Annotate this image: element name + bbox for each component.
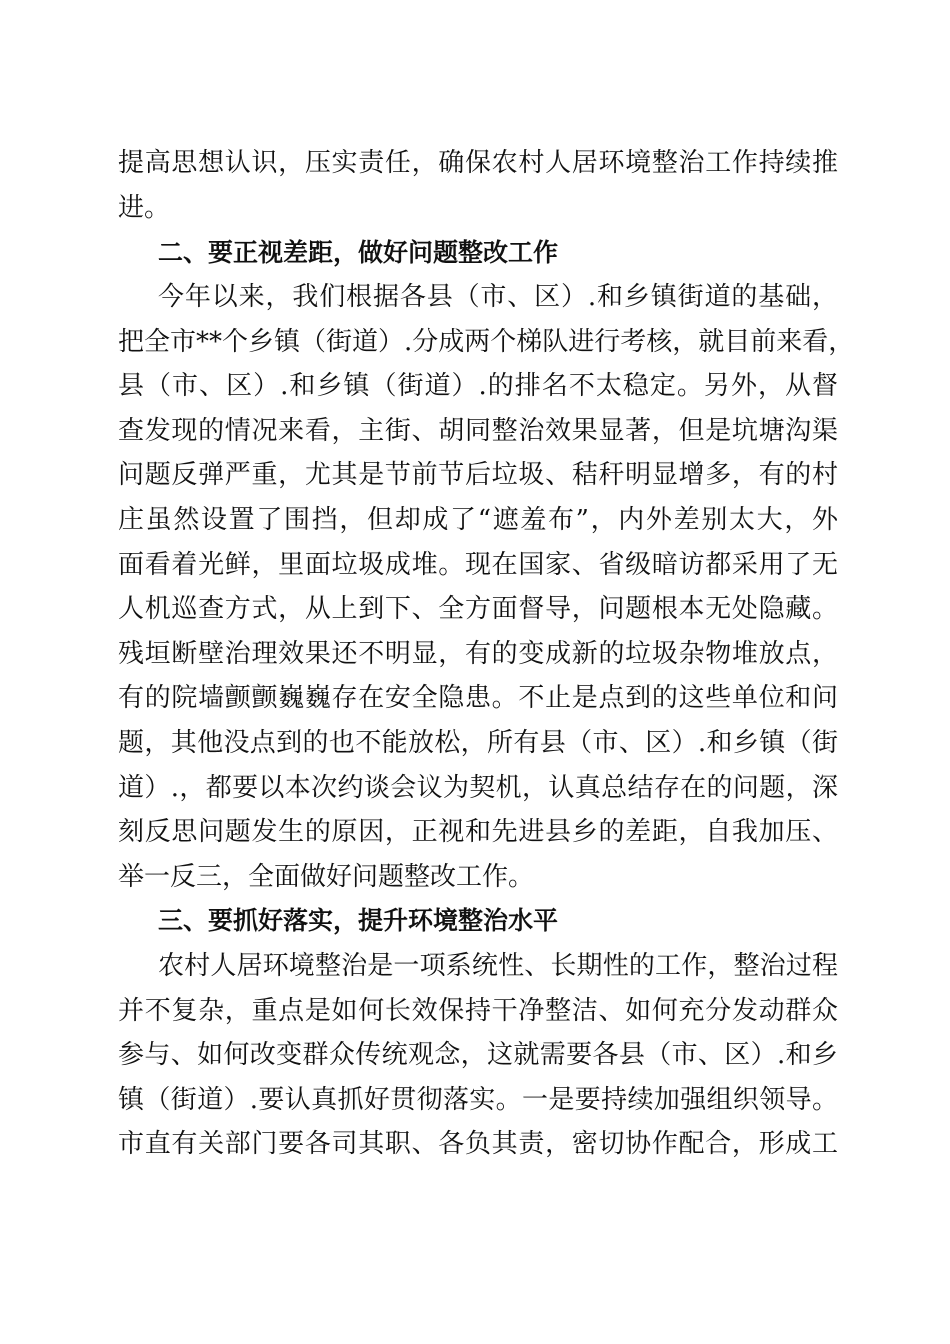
section-two-line-10: 有的院墙颤颤巍巍存在安全隐患。不止是点到的这些单位和问 [118, 683, 838, 713]
section-two-line-12: 道）.，都要以本次约谈会议为契机，认真总结存在的问题，深 [118, 773, 838, 803]
section-three-line-2: 并不复杂，重点是如何长效保持干净整洁、如何充分发动群众 [118, 996, 838, 1026]
section-two-line-3: 县（市、区）.和乡镇（街道）.的排名不太稳定。另外，从督 [118, 371, 838, 401]
section-two-line-8: 人机巡查方式，从上到下、全方面督导，问题根本无处隐藏。 [118, 594, 838, 624]
section-two-line-9: 残垣断壁治理效果还不明显，有的变成新的垃圾杂物堆放点， [118, 639, 838, 669]
section-two-line-5: 问题反弹严重，尤其是节前节后垃圾、秸秆明显增多，有的村 [118, 460, 838, 490]
section-three-line-5: 市直有关部门要各司其职、各负其责，密切协作配合，形成工 [118, 1129, 838, 1159]
intro-line-2: 进。 [118, 193, 171, 223]
section-two-heading: 二、要正视差距，做好问题整改工作 [158, 238, 559, 267]
section-two-line-7: 面看着光鲜，里面垃圾成堆。现在国家、省级暗访都采用了无 [118, 550, 838, 580]
section-three-line-4: 镇（街道）.要认真抓好贯彻落实。一是要持续加强组织领导。 [118, 1085, 838, 1115]
section-two-line-1: 今年以来，我们根据各县（市、区）.和乡镇街道的基础， [158, 282, 838, 312]
section-two-line-6: 庄虽然设置了围挡，但却成了“遮羞布”，内外差别太大，外 [118, 505, 838, 535]
intro-line-1: 提高思想认识，压实责任，确保农村人居环境整治工作持续推 [118, 148, 838, 178]
section-two-line-4: 查发现的情况来看，主街、胡同整治效果显著，但是坑塘沟渠 [118, 416, 838, 446]
section-two-line-13: 刻反思问题发生的原因，正视和先进县乡的差距，自我加压、 [118, 817, 838, 847]
section-three-heading: 三、要抓好落实，提升环境整治水平 [158, 906, 559, 935]
section-three-line-3: 参与、如何改变群众传统观念，这就需要各县（市、区）.和乡 [118, 1040, 838, 1070]
section-two-line-2: 把全市**个乡镇（街道）.分成两个梯队进行考核，就目前来看， [118, 327, 855, 357]
section-two-line-14: 举一反三，全面做好问题整改工作。 [118, 862, 535, 892]
section-three-line-1: 农村人居环境整治是一项系统性、长期性的工作，整治过程 [158, 951, 838, 981]
section-two-line-11: 题，其他没点到的也不能放松，所有县（市、区）.和乡镇（街 [118, 728, 838, 758]
